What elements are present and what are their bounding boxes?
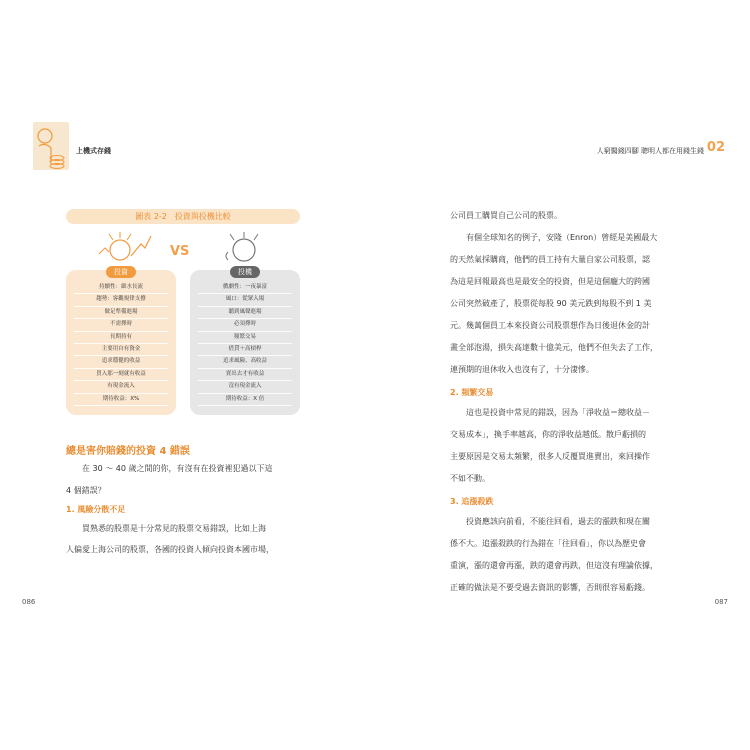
speculation-item: 頻繁交易	[198, 332, 292, 344]
page-number-right: 087	[714, 598, 728, 606]
body-line: 這也是投資中常見的錯誤，因為「淨收益＝總收益－	[450, 408, 650, 417]
body-line: 正確的做法是不要受過去資訊的影響，否則很容易虧錢。	[450, 583, 650, 592]
body-line: 有個全球知名的例子，安隆（Enron）曾經是美國最大	[450, 233, 658, 242]
body-line: 元。幾萬個員工本來投資公司股票想作為日後退休金的計	[450, 321, 650, 330]
body-line: 係不大。追漲殺跌的行為錯在「往回看」，你以為歷史會	[450, 539, 646, 548]
speculation-badge: 投機	[230, 266, 260, 278]
body-line: 公司員工購買自己公司的股票。	[450, 211, 562, 220]
body-line: 投資應該向前看，不能往回看，過去的漲跌和現在關	[450, 517, 650, 526]
investor-bulb-icon	[95, 230, 155, 270]
body-line: 交易成本」，換手率越高，你的淨收益越低。散戶虧損的	[450, 430, 646, 439]
speculation-item: 借貸＋高槓桿	[198, 344, 292, 356]
invest-item: 追求穩健的收益	[74, 356, 168, 368]
subheading: 1. 風險分散不足	[66, 505, 126, 514]
invest-item: 期待收益：X%	[74, 394, 168, 406]
body-line: 連預期的退休收入也沒有了，十分淒慘。	[450, 365, 594, 374]
invest-item: 不需擇時	[74, 319, 168, 331]
speculation-item: 期待收益：X 倍	[198, 394, 292, 406]
invest-panel	[66, 270, 176, 415]
body-line: 主要原因是交易太頻繁，很多人反覆買進賣出，來回操作	[450, 452, 650, 461]
body-line: 畫全部泡湯，損失高達數十億美元，他們不但失去了工作，	[450, 343, 658, 352]
invest-item: 有現金流入	[74, 381, 168, 393]
running-header-left: 上機式存錢	[76, 147, 111, 155]
figure-caption: 圖表 2-2 投資與投機比較	[66, 209, 300, 224]
invest-item: 買入那一刻就有收益	[74, 369, 168, 381]
body-line: 的天然氣採購商，他們的員工持有大量自家公司股票，認	[450, 255, 650, 264]
invest-item: 做足準備進場	[74, 307, 168, 319]
body-line: 為這是回報最高也是最安全的投資，但是這個龐大的跨國	[450, 277, 650, 286]
subheading: 3. 追漲殺跌	[450, 497, 494, 506]
intro-line: 4 個錯誤？	[66, 486, 106, 495]
mascot-illustration	[33, 122, 69, 170]
body-line: 重演，漲的還會再漲，跌的還會再跌，但這沒有理論依據，	[450, 561, 658, 570]
vs-label: VS	[170, 244, 190, 259]
body-line: 公司突然破產了，股票從每股 90 美元跌到每股不到 1 美	[450, 299, 652, 308]
page-number-left: 086	[22, 598, 36, 606]
invest-item: 主要用自有資金	[74, 344, 168, 356]
speculation-item: 追求風險、高收益	[198, 356, 292, 368]
speculation-item: 沒有現金流入	[198, 381, 292, 393]
speculation-item: 必須擇時	[198, 319, 292, 331]
speculation-item: 風口：從眾入場	[198, 294, 292, 306]
speculation-panel	[190, 270, 300, 415]
intro-line: 在 30 ～ 40 歲之間的你，有沒有在投資裡犯過以下這	[66, 464, 273, 473]
body-line: 買熟悉的股票是十分常見的股票交易錯誤，比如上海	[66, 524, 266, 533]
speculation-item: 戲劇性：一夜暴富	[198, 282, 292, 294]
invest-item: 持續性：細水長流	[74, 282, 168, 294]
invest-item: 長期持有	[74, 332, 168, 344]
body-line: 不如不動。	[450, 474, 490, 483]
chapter-number: 02	[706, 140, 725, 155]
invest-badge: 投資	[106, 266, 136, 278]
running-header-right: 人窮醫錢四腳 聰明人都在用錢生錢	[596, 147, 704, 155]
section-title: 總是害你賠錢的投資 4 錯誤	[66, 446, 190, 457]
body-line: 人偏愛上海公司的股票，各國的投資人傾向投資本國市場，	[66, 545, 274, 554]
speculation-item: 賣出去才有收益	[198, 369, 292, 381]
invest-item: 趨勢：客觀規律支撐	[74, 294, 168, 306]
subheading: 2. 頻繁交易	[450, 388, 494, 397]
speculation-item: 聽到風聲進場	[198, 307, 292, 319]
